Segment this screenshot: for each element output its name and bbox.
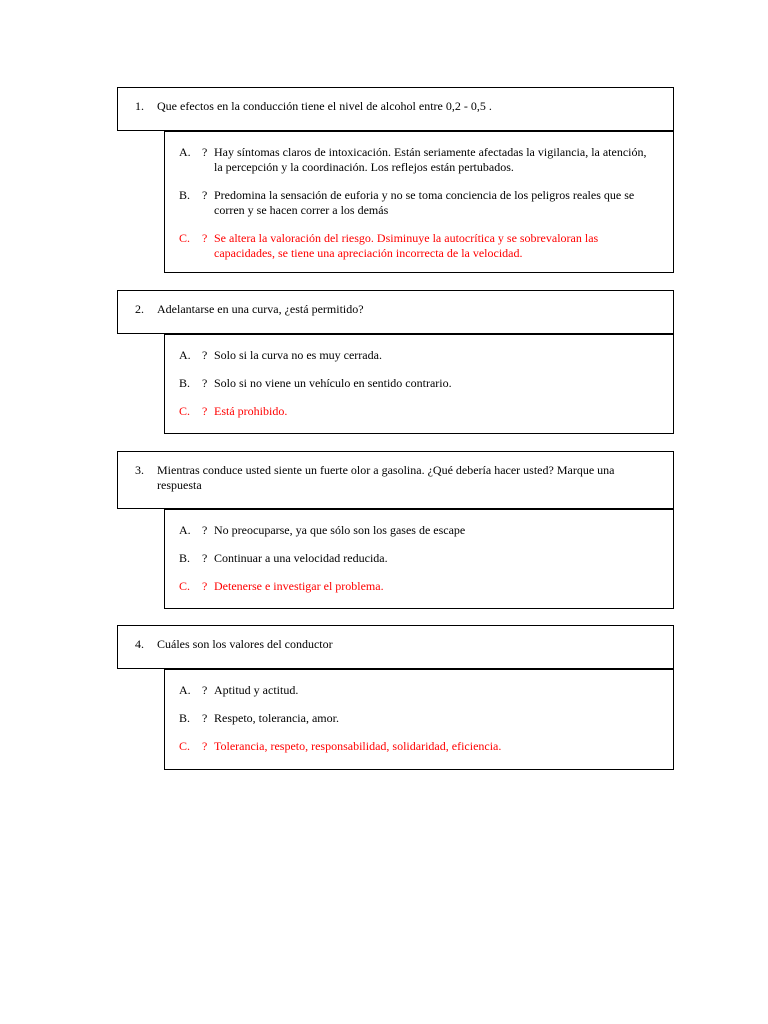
option-text: Tolerancia, respeto, responsabilidad, solidaridad, eficiencia. bbox=[214, 739, 502, 753]
option-text: Predomina la sensación de euforia y no se toma conciencia de los peligros reales que se corren y se hacen correr a los demás bbox=[214, 188, 635, 217]
question-text: Adelantarse en una curva, ¿está permitido? bbox=[157, 302, 364, 316]
option-mark: ? bbox=[202, 711, 208, 725]
option-b[interactable] bbox=[179, 188, 653, 218]
option-text: Hay síntomas claros de intoxicación. Están seriamente afectadas la vigilancia, la atención, la percepción y la coordinación. Los reflejos están pertubados. bbox=[214, 145, 647, 174]
option-text: Solo si no viene un vehículo en sentido contrario. bbox=[214, 376, 452, 390]
option-mark: ? bbox=[202, 188, 208, 202]
option-text: Detenerse e investigar el problema. bbox=[214, 579, 384, 593]
option-mark: ? bbox=[202, 523, 208, 537]
option-c-correct[interactable] bbox=[179, 739, 653, 754]
option-letter: A. bbox=[179, 145, 191, 159]
option-letter: B. bbox=[179, 551, 191, 565]
question-text: Cuáles son los valores del conductor bbox=[157, 637, 333, 651]
option-a[interactable] bbox=[179, 683, 653, 698]
option-b[interactable] bbox=[179, 376, 653, 391]
answer-box bbox=[164, 508, 674, 609]
question-number: 3. bbox=[135, 463, 144, 477]
option-text: Solo si la curva no es muy cerrada. bbox=[214, 348, 382, 362]
answer-box bbox=[164, 130, 674, 273]
option-letter: C. bbox=[179, 404, 191, 418]
question-header bbox=[117, 87, 674, 131]
question-block-1 bbox=[117, 87, 674, 273]
question-block-4 bbox=[117, 625, 674, 770]
question-block-3 bbox=[117, 451, 674, 609]
option-a[interactable] bbox=[179, 145, 653, 175]
question-number: 1. bbox=[135, 99, 144, 113]
option-b[interactable] bbox=[179, 551, 653, 566]
option-b[interactable] bbox=[179, 711, 653, 726]
option-mark: ? bbox=[202, 376, 208, 390]
option-letter: C. bbox=[179, 579, 191, 593]
question-text: Que efectos en la conducción tiene el nivel de alcohol entre 0,2 - 0,5 . bbox=[157, 99, 492, 113]
option-c-correct[interactable] bbox=[179, 404, 653, 419]
option-text: Está prohibido. bbox=[214, 404, 288, 418]
question-text: Mientras conduce usted siente un fuerte olor a gasolina. ¿Qué debería hacer usted? Marque una respuesta bbox=[157, 463, 615, 492]
option-letter: A. bbox=[179, 683, 191, 697]
option-letter: B. bbox=[179, 376, 191, 390]
question-header bbox=[117, 625, 674, 669]
question-header bbox=[117, 290, 674, 334]
option-mark: ? bbox=[202, 683, 208, 697]
option-c-correct[interactable] bbox=[179, 579, 653, 594]
option-letter: B. bbox=[179, 711, 191, 725]
option-mark: ? bbox=[202, 739, 208, 753]
question-header bbox=[117, 451, 674, 509]
option-letter: A. bbox=[179, 523, 191, 537]
option-a[interactable] bbox=[179, 523, 653, 538]
option-text: Aptitud y actitud. bbox=[214, 683, 299, 697]
question-number: 2. bbox=[135, 302, 144, 316]
option-letter: A. bbox=[179, 348, 191, 362]
question-number: 4. bbox=[135, 637, 144, 651]
answer-box bbox=[164, 333, 674, 434]
option-letter: B. bbox=[179, 188, 191, 202]
option-a[interactable] bbox=[179, 348, 653, 363]
option-mark: ? bbox=[202, 231, 208, 245]
option-letter: C. bbox=[179, 231, 191, 245]
option-text: Continuar a una velocidad reducida. bbox=[214, 551, 388, 565]
option-mark: ? bbox=[202, 551, 208, 565]
option-text: Respeto, tolerancia, amor. bbox=[214, 711, 339, 725]
option-mark: ? bbox=[202, 579, 208, 593]
option-mark: ? bbox=[202, 145, 208, 159]
question-block-2 bbox=[117, 290, 674, 434]
option-mark: ? bbox=[202, 404, 208, 418]
option-text: No preocuparse, ya que sólo son los gases de escape bbox=[214, 523, 466, 537]
option-c-correct[interactable] bbox=[179, 231, 653, 261]
option-text: Se altera la valoración del riesgo. Dsiminuye la autocrítica y se sobrevaloran las capacidades, se tiene una apreciación incorrecta de la velocidad. bbox=[214, 231, 599, 260]
option-letter: C. bbox=[179, 739, 191, 753]
option-mark: ? bbox=[202, 348, 208, 362]
answer-box bbox=[164, 668, 674, 770]
